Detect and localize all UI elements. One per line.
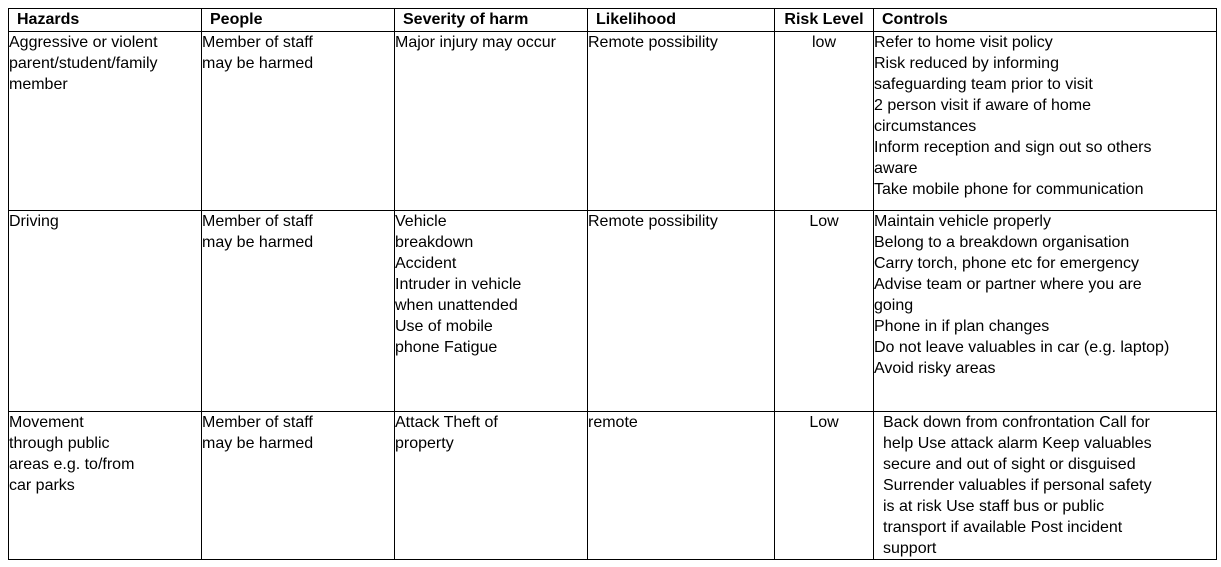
hazard-line: areas e.g. to/from <box>9 456 135 473</box>
hazard-cell <box>9 32 202 211</box>
header-people: People <box>202 9 395 32</box>
control-line: Carry torch, phone etc for emergency <box>874 255 1140 272</box>
control-line: support <box>883 540 937 557</box>
control-line: Risk reduced by informing <box>874 55 1059 72</box>
control-line: Avoid risky areas <box>874 360 996 377</box>
severity-line: property <box>395 435 454 452</box>
people-line: may be harmed <box>202 234 314 251</box>
control-line: Inform reception and sign out so others <box>874 139 1152 156</box>
table-row <box>9 211 1217 412</box>
people-line: Member of staff <box>202 414 313 431</box>
severity-line: breakdown <box>395 234 474 251</box>
likelihood-value: Remote possibility <box>588 34 718 51</box>
control-line: 2 person visit if aware of home <box>874 97 1091 114</box>
header-severity: Severity of harm <box>395 9 588 32</box>
control-line: Advise team or partner where you are <box>874 276 1142 293</box>
control-line: Maintain vehicle properly <box>874 213 1051 230</box>
severity-line: Vehicle <box>395 213 447 230</box>
people-line: may be harmed <box>202 55 314 72</box>
control-line: Take mobile phone for communication <box>874 181 1144 198</box>
control-line: aware <box>874 160 918 177</box>
risk-level-value: Low <box>809 414 839 431</box>
control-line: going <box>874 297 914 314</box>
risk-level-cell <box>775 412 874 560</box>
likelihood-cell <box>588 412 775 560</box>
header-likelihood: Likelihood <box>588 9 775 32</box>
header-risk-level: Risk Level <box>775 9 874 32</box>
hazard-line: Movement <box>9 414 84 431</box>
likelihood-value: remote <box>588 414 638 431</box>
controls-cell <box>874 211 1217 412</box>
hazard-line: member <box>9 76 68 93</box>
hazard-line: Aggressive or violent <box>9 34 158 51</box>
risk-level-value: Low <box>809 213 839 230</box>
hazard-line: through public <box>9 435 110 452</box>
table-header-row <box>9 9 1217 32</box>
risk-level-cell <box>775 211 874 412</box>
control-line: is at risk Use staff bus or public <box>883 498 1105 515</box>
severity-line: Major injury may occur <box>395 34 556 51</box>
people-line: may be harmed <box>202 435 314 452</box>
header-hazards: Hazards <box>9 9 202 32</box>
risk-assessment-table <box>8 8 1217 560</box>
likelihood-cell <box>588 32 775 211</box>
controls-cell <box>874 32 1217 211</box>
likelihood-value: Remote possibility <box>588 213 718 230</box>
severity-cell <box>395 32 588 211</box>
people-cell <box>202 32 395 211</box>
severity-line: Intruder in vehicle <box>395 276 522 293</box>
control-line: help Use attack alarm Keep valuables <box>883 435 1152 452</box>
control-line: Back down from confrontation Call for <box>883 414 1150 431</box>
severity-line: phone Fatigue <box>395 339 498 356</box>
severity-cell <box>395 412 588 560</box>
control-line: Phone in if plan changes <box>874 318 1050 335</box>
control-line: Belong to a breakdown organisation <box>874 234 1130 251</box>
hazard-line: parent/student/family <box>9 55 158 72</box>
control-line: circumstances <box>874 118 977 135</box>
severity-cell <box>395 211 588 412</box>
risk-level-value: low <box>811 34 836 51</box>
people-line: Member of staff <box>202 213 313 230</box>
controls-cell <box>874 412 1217 560</box>
control-line: transport if available Post incident <box>883 519 1123 536</box>
hazard-line: car parks <box>9 477 75 494</box>
risk-level-cell <box>775 32 874 211</box>
people-cell <box>202 412 395 560</box>
severity-line: when unattended <box>395 297 518 314</box>
hazard-cell <box>9 211 202 412</box>
control-line: Surrender valuables if personal safety <box>883 477 1152 494</box>
table-row <box>9 32 1217 211</box>
hazard-cell <box>9 412 202 560</box>
people-cell <box>202 211 395 412</box>
table-row <box>9 412 1217 560</box>
control-line: Do not leave valuables in car (e.g. laptop) <box>874 339 1170 356</box>
severity-line: Accident <box>395 255 457 272</box>
control-line: safeguarding team prior to visit <box>874 76 1093 93</box>
severity-line: Use of mobile <box>395 318 493 335</box>
people-line: Member of staff <box>202 34 313 51</box>
control-line: secure and out of sight or disguised <box>883 456 1136 473</box>
header-controls: Controls <box>874 9 1217 32</box>
severity-line: Attack Theft of <box>395 414 498 431</box>
hazard-line: Driving <box>9 213 59 230</box>
likelihood-cell <box>588 211 775 412</box>
control-line: Refer to home visit policy <box>874 34 1053 51</box>
